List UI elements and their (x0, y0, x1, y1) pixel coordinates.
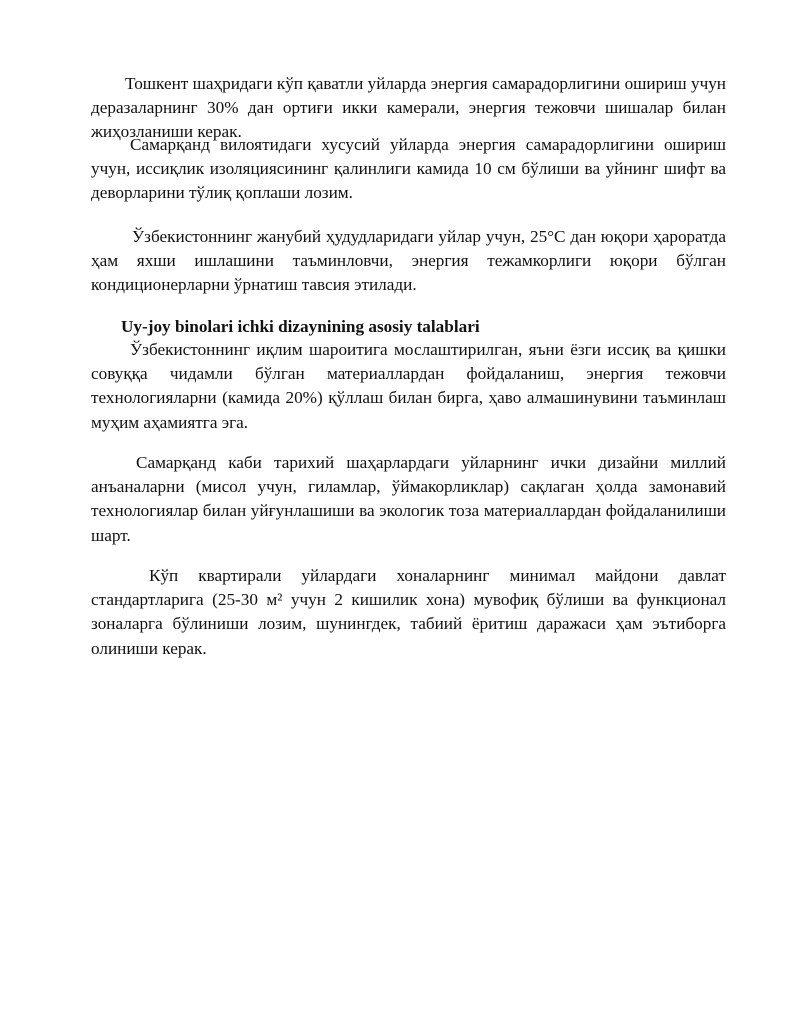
paragraph-thermal-insulation: Самарқанд вилоятидаги хусусий уйларда энергия самарадорлигини ошириш учун, иссиқлик изоляциясининг қалинлиги камида 10 см бўлиши ва уйнинг шифт ва деворларини тўлиқ қоплаши лозим. (91, 135, 726, 203)
paragraph-window-glazing: Тошкент шаҳридаги кўп қаватли уйларда энергия самарадорлигини ошириш учун деразаларнинг 30% дан ортиғи икки камерали, энергия тежовчи шишалар билан жиҳозланиши керак. (91, 74, 726, 142)
paragraph-climate-materials: Ўзбекистоннинг иқлим шароитига мослаштирилган, яъни ёзги иссиқ ва қишки совуққа чидамли бўлган материаллардан фойдаланиш, энергия тежовчи технологияларни (камида 20%) қўллаш билан бирга, ҳаво алмашинувини таъминлаш муҳим аҳамиятга эга. (91, 340, 726, 432)
paragraph-air-conditioners: Ўзбекистоннинг жанубий ҳудудларидаги уйлар учун, 25°C дан юқори ҳароратда ҳам яхши ишлашини таъминловчи, энергия тежамкорлиги юқори бўлган кондиционерларни ўрнатиш тавсия этилади. (91, 227, 726, 295)
section-heading: Uy-joy binolari ichki dizaynining asosiy talablari (121, 317, 480, 336)
paragraph-room-area-standards: Кўп квартирали уйлардаги хоналарнинг минимал майдони давлат стандартларига (25-30 м² учун 2 кишилик хона) мувофиқ бўлиши ва функционал зоналарга бўлиниши лозим, шунингдек, табиий ёритиш даражаси ҳам эътиборга олиниши керак. (91, 566, 726, 658)
paragraph-national-traditions: Самарқанд каби тарихий шаҳарлардаги уйларнинг ички дизайни миллий анъаналарни (мисол учун, гиламлар, ўймакорликлар) сақлаган ҳолда замонавий технологиялар билан уйғунлашиши ва экологик тоза материаллардан фойдаланилиши шарт. (91, 453, 726, 545)
